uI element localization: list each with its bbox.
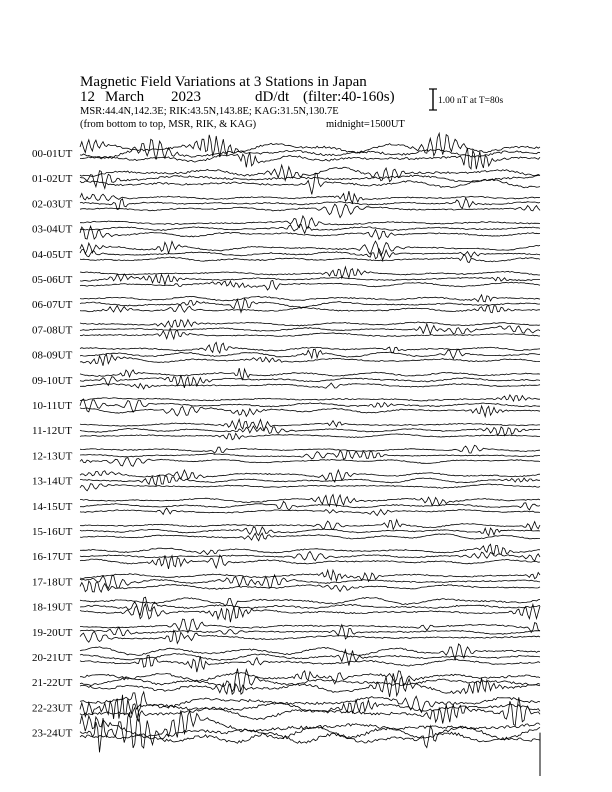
trace-14-15UT-KAG [80, 495, 540, 507]
trace-19-20UT-KAG [80, 619, 540, 633]
scale-bar [429, 89, 437, 110]
trace-14-15UT-RIK [80, 501, 540, 510]
row-label-19-20UT: 19-20UT [32, 626, 73, 639]
trace-08-09UT-RIK [80, 349, 540, 359]
trace-16-17UT-RIK [80, 551, 540, 561]
date-day: 12 [80, 89, 95, 105]
row-label-14-15UT: 14-15UT [32, 500, 73, 513]
trace-12-13UT-KAG [80, 445, 540, 453]
date-month: March [105, 89, 145, 105]
row-label-17-18UT: 17-18UT [32, 576, 73, 589]
row-label-21-22UT: 21-22UT [32, 677, 73, 690]
trace-21-22UT-MSR [80, 673, 540, 697]
stations-label: MSR:44.4N,142.3E; RIK:43.5N,143.8E; KAG:31.5N,130.7E [80, 106, 339, 117]
trace-22-23UT-MSR [80, 697, 540, 725]
row-label-10-11UT: 10-11UT [32, 400, 72, 412]
row-label-05-06UT: 05-06UT [32, 274, 73, 286]
trace-09-10UT-MSR [80, 383, 540, 389]
trace-17-18UT-KAG [80, 570, 540, 581]
trace-21-22UT-KAG [80, 671, 540, 686]
row-label-04-05UT: 04-05UT [32, 248, 73, 261]
trace-11-12UT-RIK [80, 426, 540, 436]
trace-05-06UT-RIK [80, 274, 540, 285]
trace-22-23UT-RIK [80, 695, 540, 719]
row-label-23-24UT: 23-24UT [32, 727, 73, 740]
trace-12-13UT-RIK [80, 450, 540, 459]
trace-03-04UT-KAG [80, 216, 540, 228]
row-label-09-10UT: 09-10UT [32, 374, 73, 387]
trace-area [80, 133, 540, 776]
filter-label: (filter:40-160s) [303, 89, 395, 105]
trace-01-02UT-MSR [80, 173, 540, 194]
row-labels [32, 148, 73, 740]
trace-18-19UT-KAG [80, 597, 540, 607]
quantity-label: dD/dt [255, 89, 290, 105]
row-label-18-19UT: 18-19UT [32, 601, 73, 614]
trace-04-05UT-KAG [80, 241, 540, 256]
trace-17-18UT-MSR [80, 581, 540, 592]
row-label-00-01UT: 00-01UT [32, 148, 73, 160]
trace-09-10UT-KAG [80, 368, 540, 380]
midnight-note: midnight=1500UT [326, 119, 405, 130]
row-label-11-12UT: 11-12UT [32, 425, 72, 438]
row-label-01-02UT: 01-02UT [32, 173, 73, 186]
trace-16-17UT-KAG [80, 544, 540, 554]
trace-04-05UT-MSR [80, 255, 540, 263]
trace-23-24UT-KAG [80, 710, 540, 737]
trace-13-14UT-KAG [80, 470, 540, 482]
trace-02-03UT-MSR [80, 204, 540, 217]
trace-11-12UT-KAG [80, 419, 540, 430]
row-label-16-17UT: 16-17UT [32, 551, 73, 564]
trace-23-24UT-RIK [80, 712, 540, 752]
row-label-13-14UT: 13-14UT [32, 475, 73, 488]
row-label-12-13UT: 12-13UT [32, 450, 73, 463]
trace-11-12UT-MSR [80, 433, 540, 439]
trace-15-16UT-KAG [80, 520, 540, 531]
row-label-07-08UT: 07-08UT [32, 324, 73, 337]
trace-14-15UT-MSR [80, 508, 540, 516]
row-label-02-03UT: 02-03UT [32, 198, 73, 211]
chart-title: Magnetic Field Variations at 3 Stations in Japan [80, 74, 367, 90]
trace-02-03UT-RIK [80, 198, 540, 210]
order-note: (from bottom to top, MSR, RIK, & KAG) [80, 119, 257, 130]
row-label-22-23UT: 22-23UT [32, 702, 73, 715]
trace-15-16UT-RIK [80, 527, 540, 536]
date-year: 2023 [171, 89, 201, 105]
trace-10-11UT-MSR [80, 406, 540, 417]
row-label-03-04UT: 03-04UT [32, 223, 73, 236]
trace-12-13UT-MSR [80, 458, 540, 467]
trace-07-08UT-KAG [80, 320, 540, 328]
trace-03-04UT-RIK [80, 224, 540, 233]
trace-10-11UT-KAG [80, 395, 540, 401]
row-label-20-21UT: 20-21UT [32, 652, 73, 664]
trace-05-06UT-MSR [80, 280, 540, 290]
scale-bar-label: 1.00 nT at T=80s [438, 96, 504, 106]
row-label-15-16UT: 15-16UT [32, 526, 73, 538]
trace-02-03UT-KAG [80, 191, 540, 203]
trace-20-21UT-RIK [80, 650, 540, 666]
row-label-08-09UT: 08-09UT [32, 349, 73, 362]
trace-08-09UT-KAG [80, 342, 540, 353]
row-label-06-07UT: 06-07UT [32, 299, 73, 312]
trace-06-07UT-KAG [80, 295, 540, 302]
trace-18-19UT-MSR [80, 604, 540, 622]
trace-15-16UT-MSR [80, 533, 540, 541]
trace-00-01UT-KAG [80, 133, 540, 157]
trace-09-10UT-RIK [80, 375, 540, 388]
